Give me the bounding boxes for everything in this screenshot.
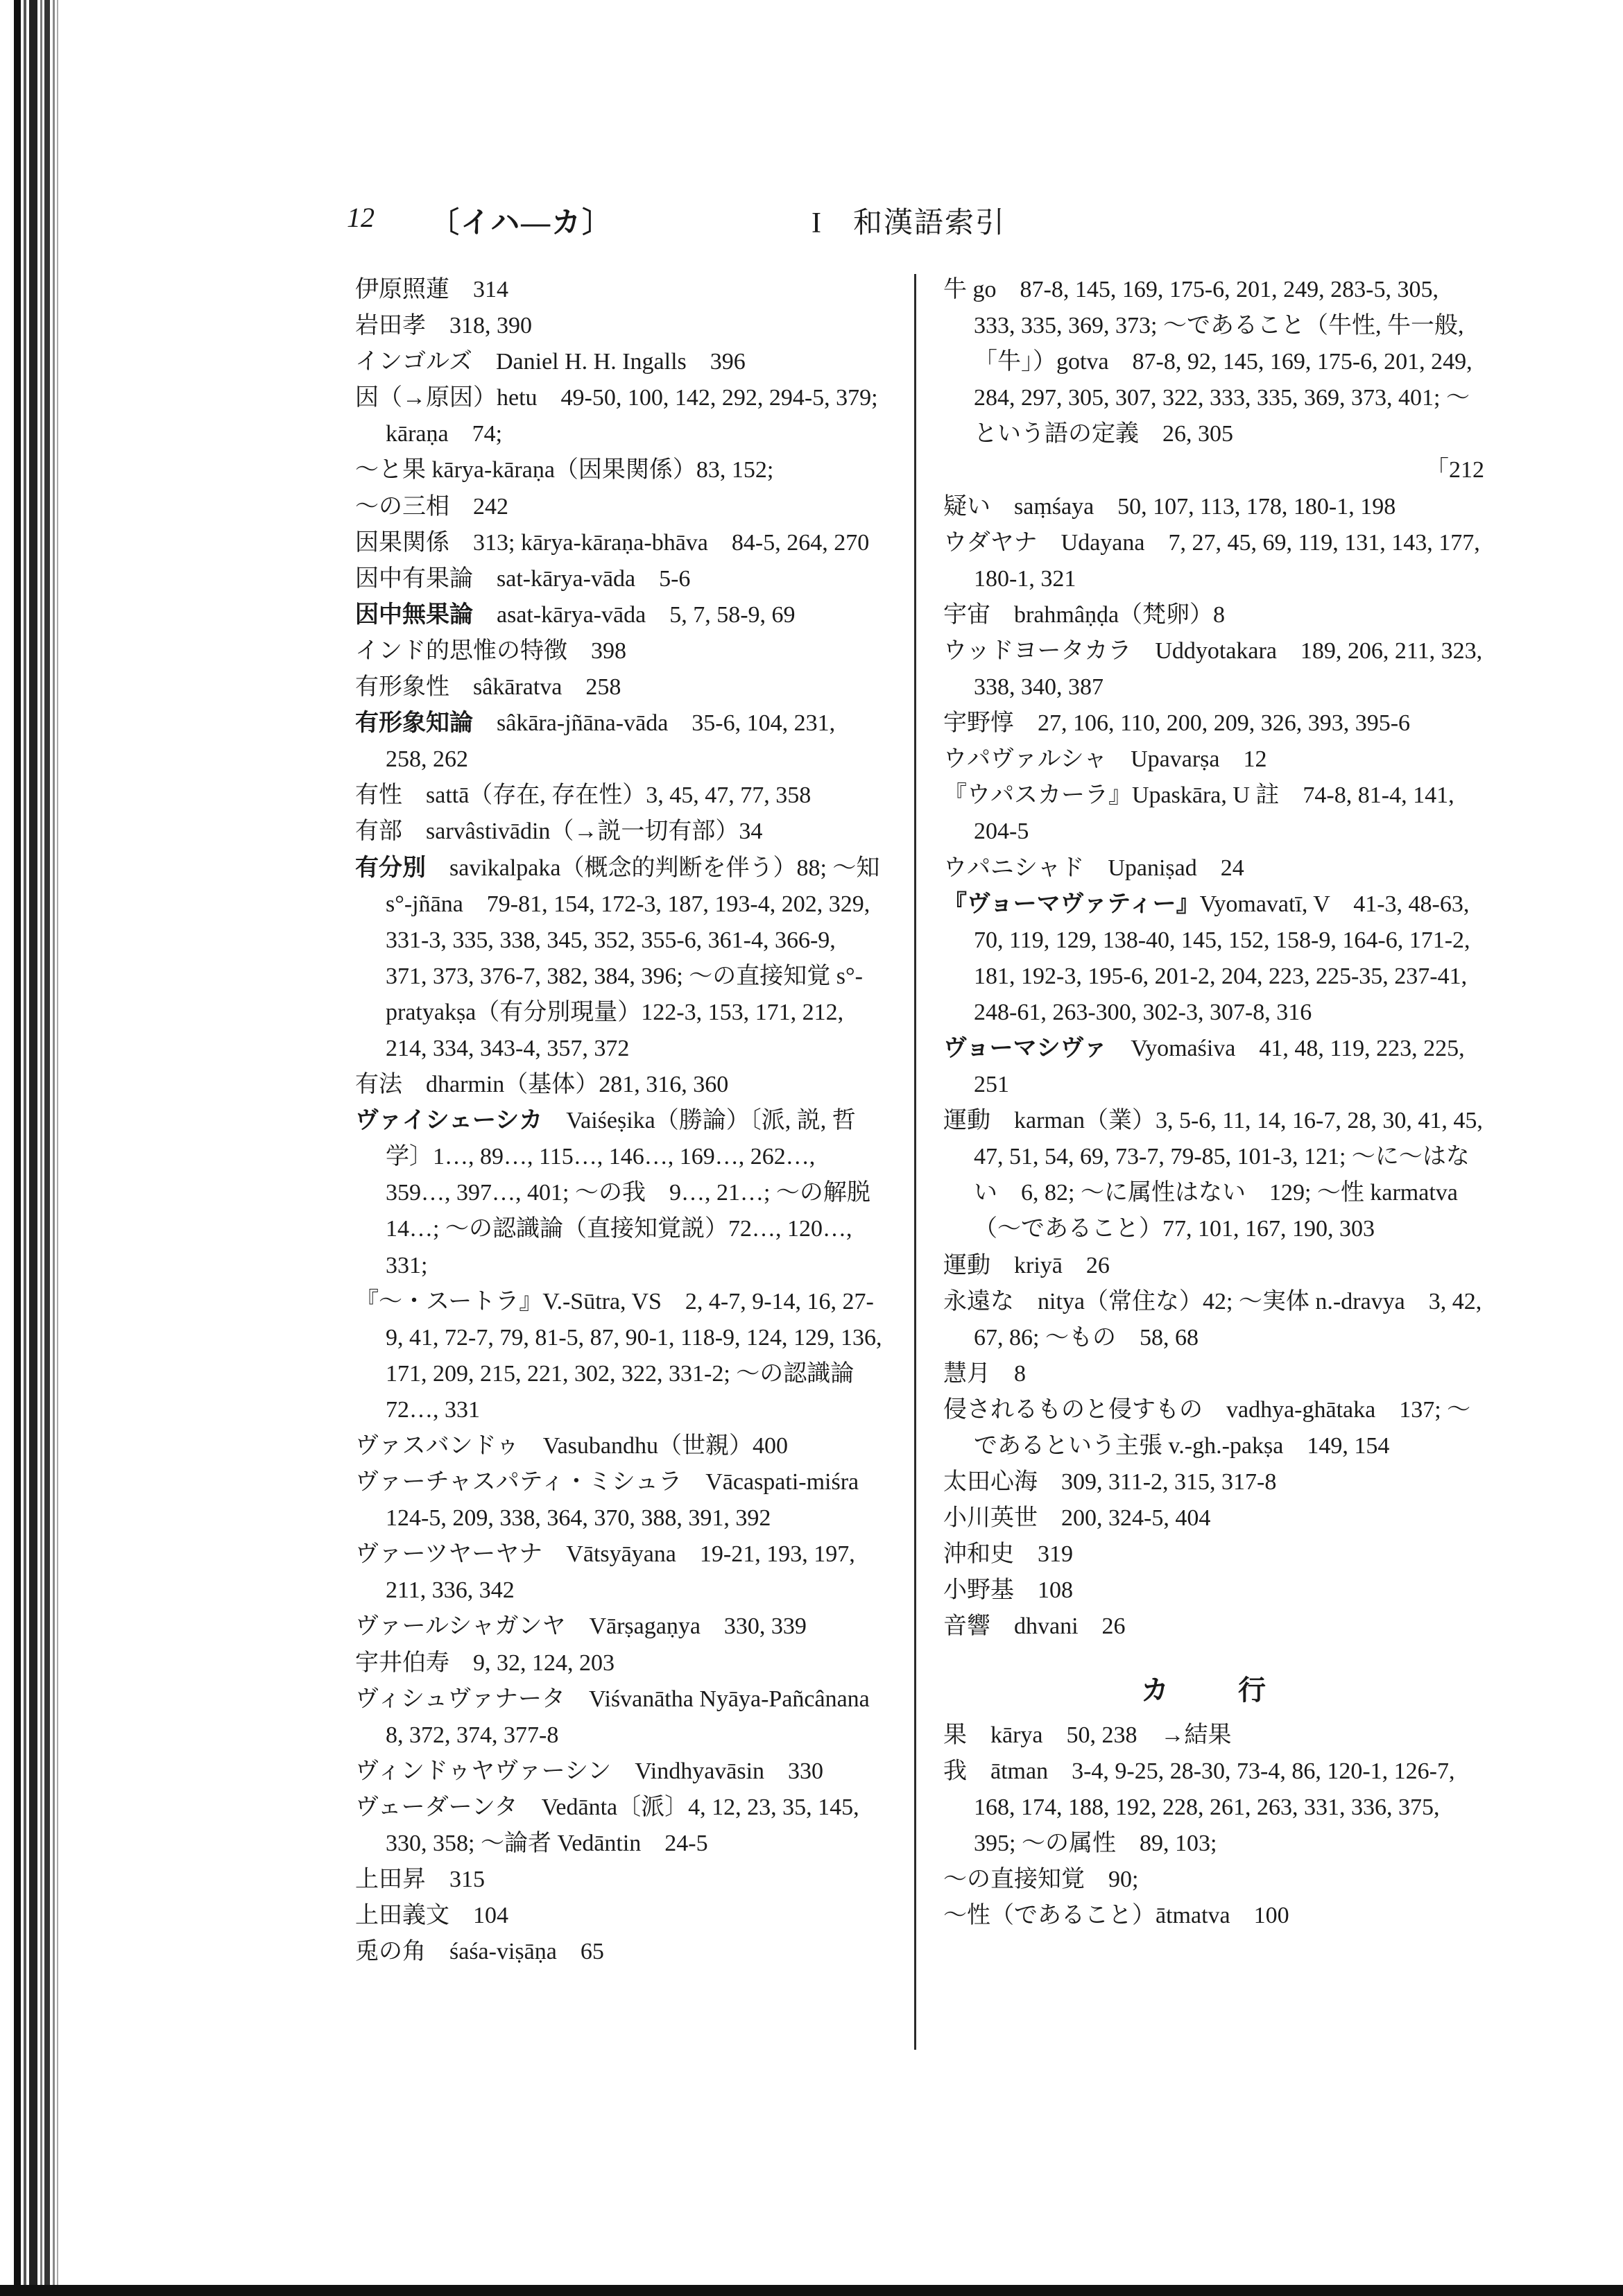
index-headword: 『ヴョーマヴァティー』 [943, 891, 1200, 917]
index-entry: 有部 sarvâstivādin（→説一切有部）34 [355, 819, 763, 845]
index-entry: 我 ātman 3-4, 9-25, 28-30, 73-4, 86, 120-1, 126-7, 168, 174, 188, 192, 228, 261, 263, 331, 336, 375, 395; ～の属性 89, 103; [943, 1758, 1455, 1856]
index-headword: ヴァイシェーシカ [355, 1108, 543, 1134]
index-entry: 小野基 108 [943, 1577, 1073, 1604]
index-entry: ヴェーダーンタ Vedānta〔派〕4, 12, 23, 35, 145, 330, 358; ～論者 Vedāntin 24-5 [355, 1794, 859, 1857]
index-entry: ウダヤナ Udayana 7, 27, 45, 69, 119, 131, 143, 177, 180-1, 321 [943, 529, 1480, 592]
index-headword: 有形象知論 [355, 710, 473, 737]
index-entry: インド的思惟の特徴 398 [355, 637, 626, 664]
index-entry: ヴァーツヤーヤナ Vātsyāyana 19-21, 193, 197, 211, 336, 342 [355, 1541, 855, 1604]
index-entry: 因中有果論 sat-kārya-vāda 5-6 [355, 565, 691, 592]
index-entry: ～と果 kārya-kāraṇa（因果関係）83, 152; [355, 457, 774, 483]
index-entry: ウパニシャド Upaniṣad 24 [943, 855, 1244, 881]
index-entry: ヴァスバンドゥ Vasubandhu（世親）400 [355, 1433, 789, 1459]
index-headword: 有分別 [355, 855, 426, 881]
index-entry [943, 1031, 1484, 1103]
index-entry [943, 886, 1484, 1031]
index-entry: ヴァーチャスパティ・ミシュラ Vācaspati-miśra 124-5, 209, 338, 364, 370, 388, 391, 392 [355, 1469, 883, 1532]
index-locators: asat-kārya-vāda 5, 7, 58-9, 69 [473, 601, 796, 628]
index-locators: Vyomavatī, V 41-3, 48-63, 70, 119, 129, 138-40, 145, 152, 158-9, 164-6, 171-2, 181, 192-3, 195-6, 201-2, 204, 223, 225-35, 237-41, 248-61, 263-300, 302-3, 307-8, 316 [974, 891, 1470, 1025]
index-entry: 因（→原因）hetu 49-50, 100, 142, 292, 294-5, 379; kāraṇa 74; [355, 385, 878, 447]
index-entry: 疑い saṃśaya 50, 107, 113, 178, 180-1, 198 [943, 493, 1396, 520]
index-headword: ヴョーマシヴァ [943, 1035, 1108, 1061]
index-locators: Vaiśeṣika（勝論）〔派, 説, 哲学〕1…, 89…, 115…, 146…, 169…, 262…, 359…, 397…, 401; ～の我 9…, 21…; ～の解脱 14…; ～の認識論（直接知覚説）72…, 120…, 331; [386, 1108, 894, 1278]
index-entry: 上田昇 315 [355, 1867, 485, 1893]
section-title: I 和漢語索引 [812, 207, 1006, 239]
index-entry: 兎の角 śaśa-viṣāṇa 65 [355, 1939, 604, 1965]
page-reference: 「212 [1425, 457, 1484, 483]
index-entry: 有法 dharmin（基体）281, 316, 360 [355, 1072, 729, 1098]
column-divider [914, 274, 916, 2050]
section-heading: カ 行 [1141, 1674, 1287, 1706]
index-headword: 因中無果論 [355, 601, 473, 628]
index-entry: 『ウパスカーラ』Upaskāra, U 註 74-8, 81-4, 141, 204-5 [943, 782, 1454, 845]
index-entry: ～の三相 242 [355, 493, 508, 520]
index-entry: 果 kārya 50, 238 →結果 [943, 1722, 1232, 1748]
index-entry: 慧月 8 [943, 1360, 1026, 1387]
index-entry: 音響 dhvani 26 [943, 1613, 1126, 1640]
index-entry: ウパヴァルシャ Upavarṣa 12 [943, 746, 1267, 773]
index-entry: 侵されるものと侵すもの vadhya-ghātaka 137; ～であるという主張 v.-gh.-pakṣa 149, 154 [943, 1396, 1471, 1459]
index-entry: 宇野惇 27, 106, 110, 200, 209, 326, 393, 395-6 [943, 710, 1411, 737]
index-entry: 宇宙 brahmâṇḍa（梵卵）8 [943, 601, 1226, 628]
index-column-left [355, 272, 894, 1970]
binding-edge [0, 0, 62, 2296]
index-entry: 牛 go 87-8, 145, 169, 175-6, 201, 249, 283-5, 305, 333, 335, 369, 373; ～であること（牛性, 牛一般,「牛」）gotva 87-8, 92, 145, 169, 175-6, 201, 249, 284, 297, 305, 307, 322, 333, 335, 369, 373, 401; ～という語の定義 26, 305 [943, 277, 1472, 447]
index-entry: 因果関係 313; kārya-kāraṇa-bhāva 84-5, 264, 270 [355, 529, 870, 556]
index-entry [355, 1103, 894, 1283]
index-locators: sâkāra-jñāna-vāda 35-6, 104, 231, 258, 262 [386, 710, 836, 773]
running-head: 〔イハ—カ〕 [430, 207, 613, 239]
index-entry: ウッドヨータカラ Uddyotakara 189, 206, 211, 323, 338, 340, 387 [943, 637, 1483, 701]
index-entry: ヴィシュヴァナータ Viśvanātha Nyāya-Pañcânana 8, 372, 374, 377-8 [355, 1686, 893, 1748]
index-entry: 伊原照蓮 314 [355, 277, 508, 302]
index-entry: 上田義文 104 [355, 1903, 508, 1929]
index-entry: 運動 kriyā 26 [943, 1252, 1110, 1278]
index-entry: 有形象性 sâkāratva 258 [355, 674, 621, 701]
index-entry: 運動 karman（業）3, 5-6, 11, 14, 16-7, 28, 30, 41, 45, 47, 51, 54, 69, 73-7, 79-85, 101-3, 121; ～に～はない 6, 82; ～に属性はない 129; ～性 karmatva（～であること）77, 101, 167, 190, 303 [943, 1108, 1483, 1242]
index-locators: savikalpaka（概念的判断を伴う）88; ～知 s°-jñāna 79-81, 154, 172-3, 187, 193-4, 202, 329, 331-3, 335, 338, 345, 352, 355-6, 361-4, 366-9, 371, 373, 376-7, 382, 384, 396; ～の直接知覚 s°-pratyakṣa（有分別現量）122-3, 153, 171, 212, 214, 334, 343-4, 357, 372 [386, 855, 880, 1061]
index-entry: インゴルズ Daniel H. H. Ingalls 396 [355, 349, 746, 375]
index-entry: 永遠な nitya（常住な）42; ～実体 n.-dravya 3, 42, 67, 86; ～もの 58, 68 [943, 1288, 1482, 1351]
index-entry [355, 850, 882, 1068]
index-entry: 宇井伯寿 9, 32, 124, 203 [355, 1650, 615, 1676]
index-entry: 小川英世 200, 324-5, 404 [943, 1505, 1211, 1532]
index-column-right [943, 272, 1484, 1934]
index-entry [355, 597, 882, 633]
index-entry: ヴィンドゥヤヴァーシン Vindhyavāsin 330 [355, 1758, 824, 1784]
page-number: 12 [347, 202, 375, 233]
index-entry: 岩田孝 318, 390 [355, 313, 532, 339]
index-entry: 『～・スートラ』V.-Sūtra, VS 2, 4-7, 9-14, 16, 27-9, 41, 72-7, 79, 81-5, 87, 90-1, 118-9, 124, 129, 136, 171, 209, 215, 221, 302, 322, 331-2; ～の認識論 72…, 331 [355, 1288, 882, 1423]
bottom-rule [0, 2285, 1623, 2296]
index-entry: ～の直接知覚 90; [943, 1866, 1139, 1892]
index-entry: ヴァールシャガンヤ Vārṣagaṇya 330, 339 [355, 1613, 807, 1640]
index-locators: Vyomaśiva 41, 48, 119, 223, 225, 251 [974, 1035, 1465, 1098]
index-entry [355, 705, 882, 778]
index-entry: 太田心海 309, 311-2, 315, 317-8 [943, 1469, 1277, 1496]
index-entry: 沖和史 319 [943, 1541, 1073, 1568]
index-entry: ～性（であること）ātmatva 100 [943, 1903, 1289, 1929]
index-entry: 有性 sattā（存在, 存在性）3, 45, 47, 77, 358 [355, 782, 812, 809]
